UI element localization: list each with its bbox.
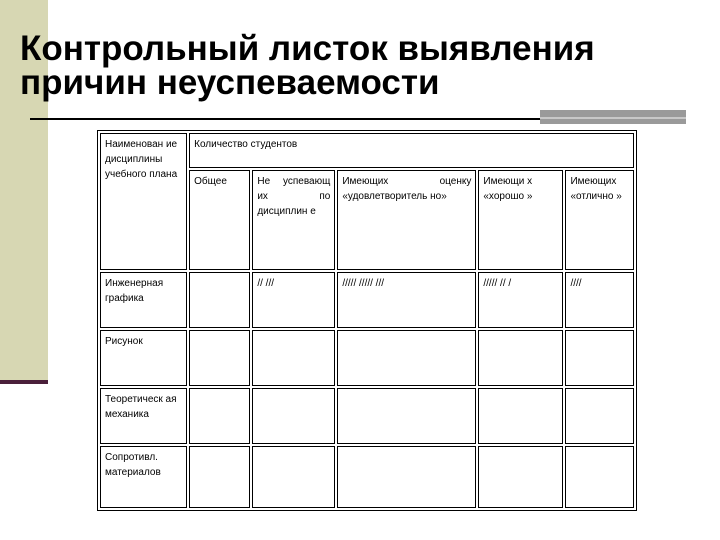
discipline-name: Инженерная графика (100, 272, 187, 328)
header-failing: Не успевающ их по дисциплин е (252, 170, 335, 270)
tally-cell: ///// ///// /// (337, 272, 476, 328)
tally-cell (337, 388, 476, 444)
header-excellent: Имеющих «отлично » (565, 170, 634, 270)
tally-cell (565, 330, 634, 386)
table-row (100, 446, 634, 508)
header-discipline: Наименован ие дисциплины учебного плана (100, 133, 187, 270)
tally-cell (252, 388, 335, 444)
slide-title-line-1: Контрольный листок выявления (20, 29, 595, 68)
tally-cell (337, 446, 476, 508)
header-satisfactory: Имеющих оценку «удовлетворитель но» (337, 170, 476, 270)
slide-title-line-2: причин неуспеваемости (20, 63, 440, 102)
table-row (100, 388, 634, 444)
checklist-table (97, 130, 637, 511)
discipline-name: Рисунок (100, 330, 187, 386)
header-student-count: Количество студентов (189, 133, 634, 168)
side-decor-accent (0, 380, 48, 384)
table-row (100, 272, 634, 328)
tally-cell (478, 446, 563, 508)
discipline-name: Теоретическ ая механика (100, 388, 187, 444)
tally-cell (189, 446, 250, 508)
tally-cell (565, 446, 634, 508)
tally-cell (478, 330, 563, 386)
tally-cell: // /// (252, 272, 335, 328)
tally-cell (252, 446, 335, 508)
header-good: Имеющи х «хорошо » (478, 170, 563, 270)
tally-cell (337, 330, 476, 386)
header-total: Общее (189, 170, 250, 270)
table-row (100, 330, 634, 386)
tally-cell: //// (565, 272, 634, 328)
tally-cell: ///// // / (478, 272, 563, 328)
tally-cell (565, 388, 634, 444)
tally-cell (189, 272, 250, 328)
tally-cell (189, 330, 250, 386)
title-underline-accent-stripe (540, 117, 686, 119)
tally-cell (478, 388, 563, 444)
tally-cell (252, 330, 335, 386)
slide-title (20, 29, 595, 102)
discipline-name: Сопротивл. материалов (100, 446, 187, 508)
tally-cell (189, 388, 250, 444)
